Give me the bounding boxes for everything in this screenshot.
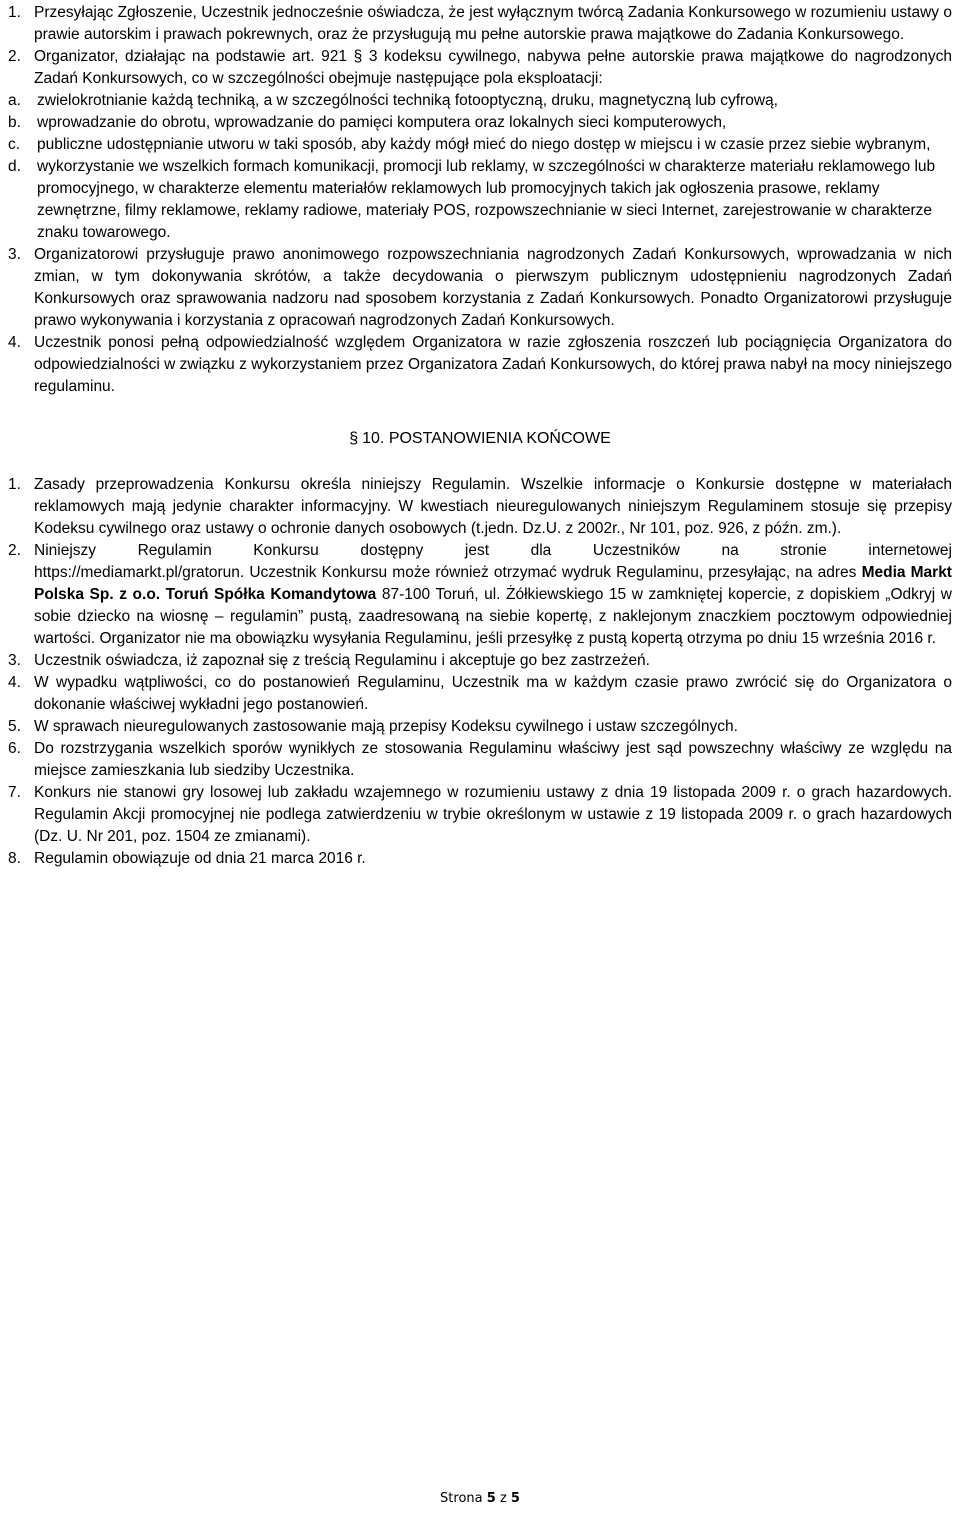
item-text-first-line: Niniejszy Regulamin Konkursu dostępny jest dla Uczestników na stronie internetowej [34, 542, 952, 559]
list-item [8, 650, 952, 672]
item-number: 1. [8, 476, 21, 493]
item-text-part: Organizator, działając na podstawie art. 921 [34, 48, 347, 65]
sub-item-text: zwielokrotnianie każdą techniką, a w szczególności techniką fotooptyczną, druku, magnetyczną lub cyfrową, [37, 92, 778, 109]
regulations-url-link[interactable]: https://mediamarkt.pl/gratorun. [34, 564, 245, 581]
item-text-part: Uczestnik Konkursu może również otrzymać wydruk Regulaminu, przesyłając, na adres [249, 564, 857, 581]
sub-item-letter: a. [8, 92, 21, 109]
item-number: 6. [8, 740, 21, 757]
list-item [8, 540, 952, 650]
item-number: 3. [8, 652, 21, 669]
item-text-part: 87-100 Toruń, ul. Żółkiewskiego 15 w zamkniętej kopercie, z dopiskiem „Odkryj w sobie dziecko na wiosnę – regulamin” pustą, zaadresowaną na siebie kopertę, z naklejonym znaczkiem pocztowym odpowiedniej wartości. Organizator nie ma obowiązku wysyłania Regulaminu, jeśli przesyłkę z pustą kopertą otrzyma po dniu [34, 586, 953, 647]
sub-list-item [8, 134, 952, 156]
item-number: 2. [8, 542, 21, 559]
exploitation-fields-list [8, 90, 952, 244]
final-provisions-list [8, 474, 952, 870]
item-text-part: 3 kodeksu cywilnego, nabywa pełne autorskie prawa majątkowe do nagrodzonych Zadań Konkursowych, co w szczególności obejmuje następujące pola eksploatacji: [34, 48, 953, 87]
page-separator: z [499, 1491, 507, 1506]
item-text: W wypadku wątpliwości, co do postanowień Regulaminu, Uczestnik ma w każdym czasie prawo zwrócić się do Organizatora o dokonanie właściwej wykładni jego postanowień. [34, 674, 952, 713]
item-number: 4. [8, 334, 21, 351]
section-symbol: § [349, 430, 359, 447]
section-title: 10. POSTANOWIENIA KOŃCOWE [362, 430, 611, 447]
item-number: 8. [8, 850, 21, 867]
page-footer [0, 1491, 960, 1507]
deadline-date: 15 września 2016 r. [801, 630, 937, 647]
section-symbol: § [353, 48, 363, 65]
list-item [8, 46, 952, 90]
list-item [8, 244, 952, 332]
list-item [8, 672, 952, 716]
item-body [34, 540, 952, 650]
list-item [8, 474, 952, 540]
item-number: 3. [8, 246, 21, 263]
sub-item-text: wykorzystanie we wszelkich formach komunikacji, promocji lub reklamy, w szczególności w charakterze materiału reklamowego lub promocyjnego, w charakterze elementu materiałów reklamowych lub promocyjnych takich jak ogłoszenia prasowe, reklamy zewnętrzne, filmy reklamowe, reklamy radiowe, materiały POS, rozpowszechnianie w sieci Internet, zarejestrowanie w charakterze znaku towarowego. [37, 158, 936, 241]
item-text: Konkurs nie stanowi gry losowej lub zakładu wzajemnego w rozumieniu ustawy z dnia 19 listopada 2009 r. o grach hazardowych. Regulamin Akcji promocyjnej nie podlega zatwierdzeniu w trybie określonym w ustawie z 19 listopada 2009 r. o grach hazardowych (Dz. U. Nr 201, poz. 1504 ze zmianami). [34, 784, 952, 845]
sub-list-item [8, 156, 952, 244]
item-text: Regulamin obowiązuje od dnia 21 marca 2016 r. [34, 850, 366, 867]
item-text: W sprawach nieuregulowanych zastosowanie mają przepisy Kodeksu cywilnego i ustaw szczególnych. [34, 718, 738, 735]
list-item [8, 782, 952, 848]
sub-list-item [8, 90, 952, 112]
item-number: 7. [8, 784, 21, 801]
company-name: Media Markt Polska Sp. z o.o. Toruń Spółka Komandytowa [34, 564, 952, 603]
item-text: Zasady przeprowadzenia Konkursu określa niniejszy Regulamin. Wszelkie informacje o Konkursie dostępne w materiałach reklamowych mają jedynie charakter informacyjny. W kwestiach nieuregulowanych niniejszym Regulaminem stosuje się przepisy Kodeksu cywilnego oraz ustawy o ochronie danych osobowych (t.jedn. Dz.U. z 2002r., Nr 101, poz. 926, z późn. zm.). [34, 476, 952, 537]
sub-item-text: publiczne udostępnianie utworu w taki sposób, aby każdy mógł mieć do niego dostęp w miejscu i w czasie przez siebie wybranym, [37, 136, 931, 153]
sub-list-item [8, 112, 952, 134]
sub-item-text: wprowadzanie do obrotu, wprowadzanie do pamięci komputera oraz lokalnych sieci komputerowych, [37, 114, 727, 131]
sub-item-letter: b. [8, 114, 21, 131]
list-item [8, 2, 952, 46]
page-label: Strona [440, 1491, 483, 1506]
item-text: Uczestnik oświadcza, iż zapoznał się z treścią Regulaminu i akceptuje go bez zastrzeżeń. [34, 652, 650, 669]
copyright-clauses-list [8, 2, 952, 398]
list-item [8, 848, 952, 870]
section-heading [8, 428, 952, 450]
item-number: 4. [8, 674, 21, 691]
item-text [34, 562, 952, 650]
item-number: 5. [8, 718, 21, 735]
list-item [8, 738, 952, 782]
item-text [34, 46, 952, 90]
item-text: Przesyłając Zgłoszenie, Uczestnik jednocześnie oświadcza, że jest wyłącznym twórcą Zadania Konkursowego w rozumieniu ustawy o prawie autorskim i prawach pokrewnych, oraz że przysługują mu pełne autorskie prawa majątkowe do Zadania Konkursowego. [34, 4, 952, 43]
sub-item-letter: c. [8, 136, 21, 153]
total-page-count: 5 [510, 1491, 520, 1506]
sub-item-letter: d. [8, 158, 21, 175]
list-item [8, 716, 952, 738]
item-number: 2. [8, 48, 21, 65]
item-text: Uczestnik ponosi pełną odpowiedzialność względem Organizatora w razie zgłoszenia roszczeń lub pociągnięcia Organizatora do odpowiedzialności w związku z wykorzystaniem przez Organizatora Zadań Konkursowych, do której prawa nabył na mocy niniejszego regulaminu. [34, 334, 952, 395]
item-text: Organizatorowi przysługuje prawo anonimowego rozpowszechniania nagrodzonych Zadań Konkursowych, wprowadzania w nich zmian, w tym dokonywania skrótów, a także decydowania o pierwszym publicznym udostępnieniu nagrodzonych Zadań Konkursowych oraz sprawowania nadzoru nad sposobem korzystania z Zadań Konkursowych. Ponadto Organizatorowi przysługuje prawo wykonywania i korzystania z opracowań nagrodzonych Zadań Konkursowych. [34, 246, 952, 329]
item-number: 1. [8, 4, 21, 21]
item-text: Do rozstrzygania wszelkich sporów wynikłych ze stosowania Regulaminu właściwy jest sąd powszechny właściwy ze względu na miejsce zamieszkania lub siedziby Uczestnika. [34, 740, 952, 779]
list-item [8, 332, 952, 398]
current-page-number: 5 [486, 1491, 496, 1506]
item-body [34, 46, 952, 90]
